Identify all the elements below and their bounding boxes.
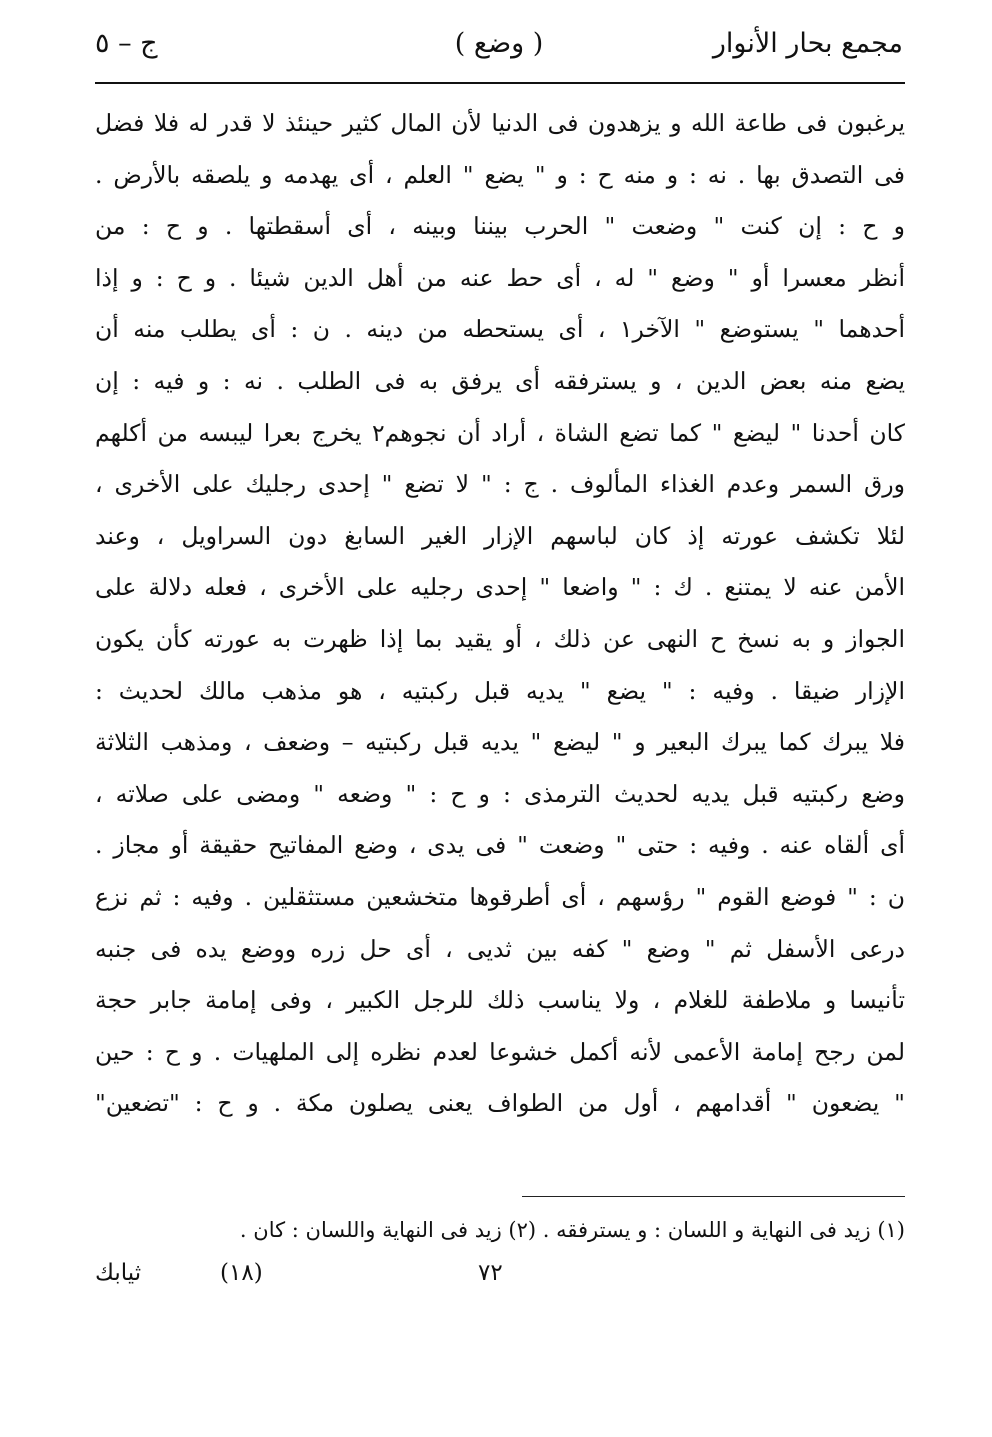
text-line: وضع ركبتيه قبل يديه لحديث الترمذى : و ح : " وضعه " ومضى على صلاته ، [95, 779, 905, 808]
entry-heading: ( وضع ) [454, 28, 544, 59]
main-text [95, 98, 905, 1130]
text-line: يضع منه بعض الدين ، و يسترفقه أى يرفق به فى الطلب . نه : و فيه : إن [95, 366, 905, 395]
text-line: فى التصدق بها . نه : و منه ح : و " يضع " العلم ، أى يهدمه و يلصقه بالأرض . [95, 160, 905, 189]
text-line: فلا يبرك كما يبرك البعير و " ليضع " يديه قبل ركبتيه – وضعف ، ومذهب الثلاثة [95, 728, 905, 757]
text-line: تأنيسا و ملاطفة للغلام ، ولا يناسب ذلك للرجل الكبير ، وفى إمامة جابر حجة [95, 986, 905, 1015]
book-title: مجمع بحار الأنوار [712, 28, 903, 59]
footnote: (١) زيد فى النهاية و اللسان : و يسترفقه . (٢) زيد فى النهاية واللسان : كان . [239, 1218, 905, 1242]
text-line: ورق السمر وعدم الغذاء المألوف . ج : " لا تضع " إحدى رجليك على الأخرى ، [95, 470, 905, 499]
text-line: ن : " فوضع القوم " رؤسهم ، أى أطرقوها متخشعين مستثقلين . وفيه : ثم نزع [95, 882, 905, 911]
text-line: أنظر معسرا أو " وضع " له ، أى حط عنه من أهل الدين شيئا . و ح : و إذا [95, 263, 905, 292]
text-line: يرغبون فى طاعة الله و يزهدون فى الدنيا لأن المال كثير حينئذ لا قدر له فلا فضل [95, 109, 905, 137]
text-line: الأمن عنه لا يمتنع . ك : " واضعا " إحدى رجليه على الأخرى ، فعله دلالة على [95, 573, 905, 602]
page-footer [95, 1260, 905, 1300]
text-line: لمن رجح إمامة الأعمى لأنه أكمل خشوعا لعدم نظره إلى الملهيات . و ح : حين [95, 1037, 905, 1066]
text-line: أى ألقاه عنه . وفيه : حتى " وضعت " فى يدى ، وضع المفاتيح حقيقة أو مجاز . [95, 831, 905, 860]
running-header [95, 22, 903, 72]
text-line: " يضعون " أقدامهم ، أول من الطواف يعنى يصلون مكة . و ح : "تضعين" [95, 1089, 905, 1118]
text-line: الجواز و به نسخ ح النهى عن ذلك ، أو يقيد بما إذا ظهرت به عورته كأن يكون [95, 624, 905, 653]
footnote-rule [522, 1196, 905, 1197]
text-line: و ح : إن كنت " وضعت " الحرب بيننا وبينه ، أى أسقطتها . و ح : من [95, 212, 905, 241]
catchword: ثيابك [95, 1260, 142, 1286]
signature-mark: (١٨) [220, 1260, 263, 1286]
volume-label: ج – ٥ [95, 28, 158, 59]
text-line: الإزار ضيقا . وفيه : " يضع " يديه قبل ركبتيه ، هو مذهب مالك لحديث : [95, 676, 905, 705]
page-number: ٧٢ [478, 1260, 503, 1286]
text-line: درعى الأسفل ثم " وضع " كفه بين ثديى ، أى حل زره ووضع يده فى جنبه [95, 934, 905, 963]
text-line: لئلا تكشف عورته إذ كان لباسهم الإزار الغير السابغ دون السراويل ، وعند [95, 521, 905, 550]
text-line: كان أحدنا " ليضع " كما تضع الشاة ، أراد أن نجوهم٢ يخرج بعرا ليبسه من أكلهم [95, 418, 905, 447]
text-line: أحدهما " يستوضع " الآخر١ ، أى يستحطه من دينه . ن : أى يطلب منه أن [95, 315, 905, 344]
header-rule [95, 82, 905, 84]
